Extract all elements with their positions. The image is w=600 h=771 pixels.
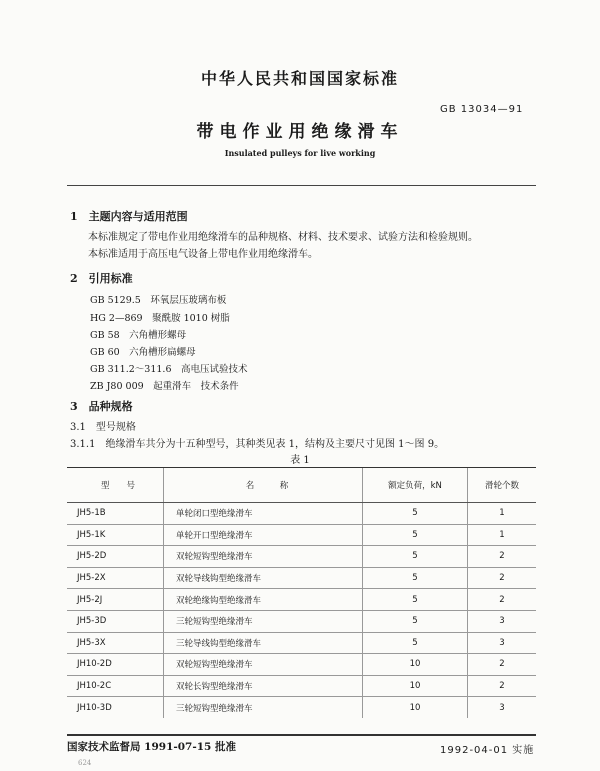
- cell-rated-load: 5: [363, 589, 468, 611]
- cell-name: 三轮短钩型绝缘滑车: [164, 610, 363, 632]
- table-row: [67, 546, 536, 568]
- footer-divider: [67, 734, 536, 736]
- cell-name: 双轮导线钩型绝缘滑车: [164, 567, 363, 589]
- table-caption: 表 1: [290, 455, 310, 466]
- cell-name: 单轮开口型绝缘滑车: [164, 524, 363, 546]
- section-1-paragraph-2: 本标准适用于高压电气设备上带电作业用绝缘滑车。: [88, 249, 318, 260]
- cell-model: JH5-2J: [67, 589, 164, 611]
- cell-rated-load: 5: [363, 632, 468, 654]
- cell-name: 双轮短钩型绝缘滑车: [164, 546, 363, 568]
- reference-item: GB 311.2～311.6 高电压试验技术: [90, 364, 248, 375]
- header-pulley-count: 滑轮个数: [468, 468, 537, 503]
- cell-model: JH10-2D: [67, 654, 164, 676]
- table-row: [67, 524, 536, 546]
- section-1-heading: 1 主题内容与适用范围: [70, 210, 188, 223]
- specification-table: [67, 467, 536, 718]
- section-3-1-1: 3.1.1 绝缘滑车共分为十五种型号，其种类见表 1，结构及主要尺寸见图 1～图 9。: [70, 439, 445, 450]
- cell-name: 单轮闭口型绝缘滑车: [164, 503, 363, 525]
- cell-model: JH5-2D: [67, 546, 164, 568]
- header-divider: [67, 185, 536, 186]
- reference-item: ZB J80 009 起重滑车 技术条件: [90, 381, 239, 392]
- approval-statement: 国家技术监督局 1991-07-15 批准: [67, 741, 236, 753]
- cell-model: JH10-3D: [77, 702, 112, 713]
- implementation-date: 1992-04-01 实施: [440, 745, 535, 756]
- cell-name: 三轮短钩型绝缘滑车: [164, 697, 363, 718]
- cell-rated-load: 5: [363, 567, 468, 589]
- header-model: 型 号: [67, 468, 164, 503]
- reference-item: GB 58 六角槽形螺母: [90, 330, 187, 341]
- cell-pulley-count: 2: [468, 546, 537, 568]
- section-2-heading: 2 引用标准: [70, 272, 133, 285]
- cell-pulley-count: 2: [468, 567, 537, 589]
- cell-pulley-count: 1: [468, 524, 537, 546]
- section-1-paragraph-1: 本标准规定了带电作业用绝缘滑车的品种规格、材料、技术要求、试验方法和检验规则。: [88, 232, 478, 243]
- cell-name: 双轮长钩型绝缘滑车: [164, 675, 363, 697]
- cell-rated-load: 10: [363, 697, 468, 718]
- national-standard-heading: 中华人民共和国国家标准: [200, 69, 399, 88]
- table-header-row: [67, 468, 536, 503]
- cell-pulley-count: 2: [468, 654, 537, 676]
- cell-pulley-count: 1: [468, 503, 537, 525]
- cell-pulley-count: 3: [468, 697, 537, 718]
- table-row: [67, 589, 536, 611]
- reference-item: GB 60 六角槽形扁螺母: [90, 347, 196, 358]
- cell-rated-load: 5: [363, 546, 468, 568]
- header-rated-load: 额定负荷，kN: [363, 468, 468, 503]
- table-row: [67, 610, 536, 632]
- table-row: [67, 632, 536, 654]
- cell-model: JH10-2C: [67, 675, 164, 697]
- cell-pulley-count: 3: [468, 632, 537, 654]
- cell-model: JH5-3D: [67, 610, 164, 632]
- cell-model: JH5-1K: [67, 524, 164, 546]
- cell-name: 双轮短钩型绝缘滑车: [164, 654, 363, 676]
- reference-item: GB 5129.5 环氧层压玻璃布板: [90, 295, 227, 306]
- cell-rated-load: 5: [363, 524, 468, 546]
- cell-name: 三轮导线钩型绝缘滑车: [164, 632, 363, 654]
- cell-pulley-count: 2: [468, 589, 537, 611]
- cell-name: 双轮绝缘钩型绝缘滑车: [164, 589, 363, 611]
- section-3-heading: 3 品种规格: [70, 400, 133, 413]
- header-name: 名 称: [164, 468, 363, 503]
- english-subtitle: Insulated pulleys for live working: [224, 148, 376, 158]
- table-row: [67, 675, 536, 697]
- document-title: 带电作业用绝缘滑车: [196, 122, 404, 142]
- cell-model: JH5-1B: [67, 503, 164, 525]
- cell-rated-load: 5: [363, 610, 468, 632]
- reference-item: HG 2—869 聚酰胺 1010 树脂: [90, 313, 230, 324]
- cell-pulley-count: 3: [468, 610, 537, 632]
- cell-model: JH5-2X: [67, 567, 164, 589]
- table-row: [67, 654, 536, 676]
- standard-code: GB 13034—91: [440, 104, 524, 115]
- page-number: 624: [78, 759, 92, 767]
- cell-rated-load: 10: [363, 654, 468, 676]
- table-row: [67, 567, 536, 589]
- table-row: [67, 503, 536, 525]
- cell-pulley-count: 2: [468, 675, 537, 697]
- section-3-1: 3.1 型号规格: [70, 422, 136, 433]
- cell-model: JH5-3X: [67, 632, 164, 654]
- cell-rated-load: 10: [363, 675, 468, 697]
- table-row: [67, 697, 536, 718]
- cell-rated-load: 5: [363, 503, 468, 525]
